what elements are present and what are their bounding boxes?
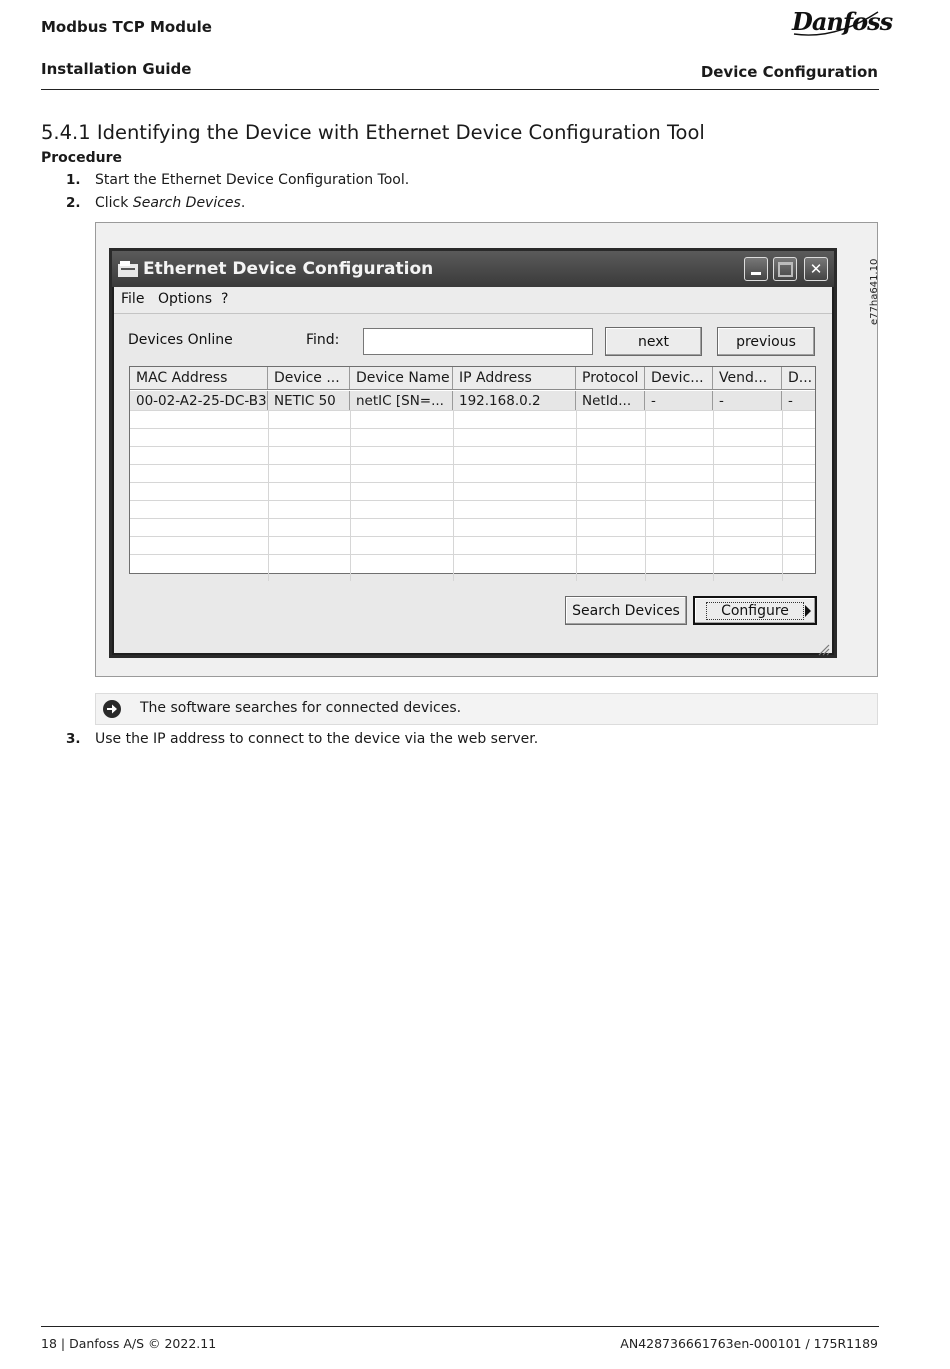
app-icon [118, 260, 138, 277]
devices-table [129, 366, 816, 574]
table-header [130, 367, 815, 390]
arrow-circle-right-icon [102, 699, 122, 719]
close-icon: ✕ [809, 260, 823, 278]
column-header-ip[interactable]: IP Address [453, 367, 576, 389]
configure-button[interactable] [693, 596, 817, 625]
step-2-prefix: Click [95, 195, 133, 211]
resize-grip-icon[interactable] [816, 640, 830, 652]
table-row[interactable] [130, 391, 815, 411]
step-1-number: 1. [66, 172, 81, 188]
window-title: Ethernet Device Configuration [143, 259, 434, 279]
devices-online-label: Devices Online [128, 332, 233, 348]
step-2-italic: Search Devices [132, 195, 241, 211]
column-separator [268, 411, 269, 581]
cell-d: - [788, 392, 793, 409]
column-separator [713, 411, 714, 581]
column-header-mac[interactable]: MAC Address [130, 367, 268, 389]
step-3-number: 3. [66, 731, 81, 747]
menu-file[interactable]: File [121, 291, 145, 307]
step-2-text [95, 195, 245, 211]
search-devices-button[interactable]: Search Devices [565, 596, 687, 625]
column-separator [576, 411, 577, 581]
find-label: Find: [306, 332, 340, 348]
step-2-number: 2. [66, 195, 81, 211]
column-header-d[interactable]: D... [788, 370, 813, 386]
column-separator [782, 411, 783, 581]
cell-device-name: netIC [SN=... [350, 391, 453, 410]
column-separator [645, 411, 646, 581]
column-separator [350, 411, 351, 581]
figure-id: e77ha641.10 [869, 258, 880, 325]
cell-device-type: NETIC 50 [268, 391, 350, 410]
menu-help[interactable]: ? [221, 291, 229, 307]
next-button[interactable]: next [605, 327, 702, 356]
menu-options[interactable]: Options [158, 291, 213, 307]
column-header-device-name[interactable]: Device Name [350, 367, 453, 389]
maximize-button[interactable] [773, 257, 797, 281]
procedure-label: Procedure [41, 150, 122, 166]
previous-button[interactable]: previous [717, 327, 815, 356]
header-rule [41, 89, 879, 90]
column-header-vendor[interactable]: Vend... [713, 367, 782, 389]
find-input[interactable] [363, 328, 593, 355]
triangle-right-icon [805, 605, 811, 617]
footer-rule [41, 1326, 879, 1327]
step-2-suffix: . [240, 195, 246, 211]
cell-vendor: - [713, 391, 782, 410]
close-button[interactable] [804, 257, 828, 281]
maximize-icon [778, 262, 793, 277]
step-1-text: Start the Ethernet Device Configuration Tool. [95, 172, 410, 188]
column-header-protocol[interactable]: Protocol [576, 367, 645, 389]
danfoss-logo [790, 4, 893, 47]
minimize-button[interactable] [744, 257, 768, 281]
danfoss-logo-mark [790, 4, 893, 40]
svg-text:Danfoss: Danfoss [792, 7, 893, 36]
cell-protocol: NetId... [576, 391, 645, 410]
step-3-text: Use the IP address to connect to the device via the web server. [95, 731, 539, 747]
column-header-device-id[interactable]: Devic... [645, 367, 713, 389]
footer-right: AN428736661763en-000101 / 175R1189 [620, 1336, 878, 1351]
header-doc-type: Installation Guide [41, 60, 192, 78]
cell-mac: 00-02-A2-25-DC-B3 [130, 391, 268, 410]
configure-label: Configure [706, 602, 804, 620]
result-text: The software searches for connected devices. [140, 700, 462, 716]
section-title: 5.4.1 Identifying the Device with Ethernet Device Configuration Tool [41, 121, 705, 144]
minimize-icon [751, 272, 761, 275]
column-separator [453, 411, 454, 581]
cell-device-id: - [645, 391, 713, 410]
cell-ip: 192.168.0.2 [453, 391, 576, 410]
header-product: Modbus TCP Module [41, 18, 212, 36]
footer-left: 18 | Danfoss A/S © 2022.11 [41, 1336, 217, 1351]
column-header-device-type[interactable]: Device ... [268, 367, 350, 389]
header-section: Device Configuration [700, 63, 878, 81]
